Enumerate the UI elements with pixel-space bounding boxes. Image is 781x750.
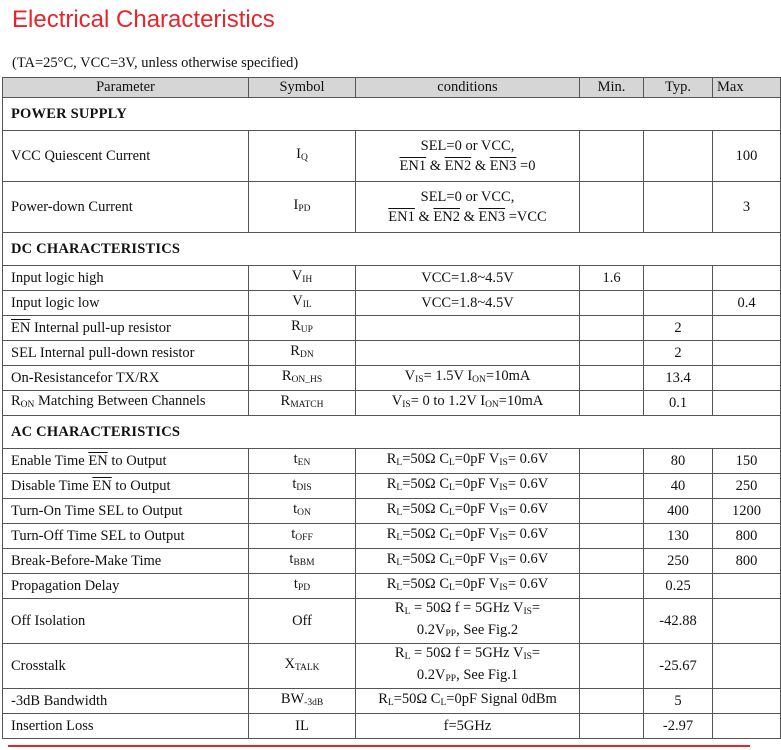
section-dc-characteristics: DC CHARACTERISTICS xyxy=(3,233,781,266)
max-cell xyxy=(713,391,781,416)
min-cell xyxy=(580,524,644,549)
condition-cell: VCC=1.8~4.5V xyxy=(356,291,580,316)
condition-cell: $R_L = 50\Omega$ f = 5GHz $V_{IS}=$ $0.2V_{PP}$, See Fig.1 xyxy=(356,644,580,689)
min-cell xyxy=(580,549,644,574)
symbol-cell: Off xyxy=(249,599,356,644)
typ-cell xyxy=(644,182,713,233)
min-cell: 1.6 xyxy=(580,266,644,291)
table-row xyxy=(3,644,781,689)
max-cell: 3 xyxy=(713,182,781,233)
max-cell: 1200 xyxy=(713,499,781,524)
param-cell: VCC Quiescent Current xyxy=(3,131,249,182)
max-cell xyxy=(713,689,781,714)
section-row xyxy=(3,233,781,266)
table-row xyxy=(3,341,781,366)
param-cell: Input logic low xyxy=(3,291,249,316)
table-row xyxy=(3,316,781,341)
table-viewport xyxy=(2,77,761,737)
condition-cell: $V_{IS}= 0$ to 1.2V $I_{ON}=10mA$ xyxy=(356,391,580,416)
param-cell: $\overline{EN}$ Internal pull-up resistor xyxy=(3,316,249,341)
min-cell xyxy=(580,574,644,599)
param-cell: Off Isolation xyxy=(3,599,249,644)
typ-cell xyxy=(644,131,713,182)
max-cell xyxy=(713,316,781,341)
section-power-supply: POWER SUPPLY xyxy=(3,98,781,131)
max-cell: 800 xyxy=(713,524,781,549)
typ-cell xyxy=(644,266,713,291)
table-row xyxy=(3,474,781,499)
condition-cell: $R_L=50\Omega$ $C_L=0pF$ Signal 0dBm xyxy=(356,689,580,714)
max-cell xyxy=(713,574,781,599)
symbol-cell: $I_Q$ xyxy=(249,131,356,182)
condition-cell xyxy=(356,316,580,341)
condition-cell: f=5GHz xyxy=(356,714,580,739)
max-cell: 250 xyxy=(713,474,781,499)
typ-cell xyxy=(644,291,713,316)
symbol-cell: $R_{UP}$ xyxy=(249,316,356,341)
param-cell: Enable Time $\overline{EN}$ to Output xyxy=(3,449,249,474)
table-row xyxy=(3,366,781,391)
typ-cell: 130 xyxy=(644,524,713,549)
param-cell: Turn-Off Time SEL to Output xyxy=(3,524,249,549)
max-cell xyxy=(713,341,781,366)
condition-cell: $R_L=50\Omega$ $C_L=0pF$ $V_{IS}= 0.6V$ xyxy=(356,549,580,574)
section-row xyxy=(3,416,781,449)
header-min: Min. xyxy=(580,78,644,98)
typ-cell: -42.88 xyxy=(644,599,713,644)
param-cell: $R_{ON}$ Matching Between Channels xyxy=(3,391,249,416)
min-cell xyxy=(580,316,644,341)
table-row xyxy=(3,449,781,474)
symbol-cell: $t_{BBM}$ xyxy=(249,549,356,574)
electrical-characteristics-table xyxy=(2,77,781,739)
min-cell xyxy=(580,341,644,366)
typ-cell: 400 xyxy=(644,499,713,524)
condition-cell: VCC=1.8~4.5V xyxy=(356,266,580,291)
condition-cell: $R_L=50\Omega$ $C_L=0pF$ $V_{IS}= 0.6V$ xyxy=(356,524,580,549)
max-cell: 150 xyxy=(713,449,781,474)
param-cell: Disable Time $\overline{EN}$ to Output xyxy=(3,474,249,499)
condition-cell: $R_L=50\Omega$ $C_L=0pF$ $V_{IS}= 0.6V$ xyxy=(356,499,580,524)
symbol-cell: $t_{DIS}$ xyxy=(249,474,356,499)
max-cell xyxy=(713,714,781,739)
page-title: Electrical Characteristics xyxy=(12,6,275,33)
param-cell: SEL Internal pull-down resistor xyxy=(3,341,249,366)
table-row xyxy=(3,391,781,416)
min-cell xyxy=(580,689,644,714)
condition-cell: SEL=0 or VCC, EN1 & EN2 & EN3 =VCC xyxy=(356,182,580,233)
param-cell: Input logic high xyxy=(3,266,249,291)
footer-rule xyxy=(8,745,750,747)
header-parameter: Parameter xyxy=(3,78,249,98)
symbol-cell: $V_{IH}$ xyxy=(249,266,356,291)
typ-cell: 0.25 xyxy=(644,574,713,599)
header-symbol: Symbol xyxy=(249,78,356,98)
typ-cell: -2.97 xyxy=(644,714,713,739)
conditions-note: (TA=25°C, VCC=3V, unless otherwise specified) xyxy=(12,55,299,71)
symbol-cell: $R_{ON\_HS}$ xyxy=(249,366,356,391)
table-row xyxy=(3,182,781,233)
param-cell: Crosstalk xyxy=(3,644,249,689)
header-max: Max xyxy=(713,78,781,98)
param-cell: Insertion Loss xyxy=(3,714,249,739)
max-cell xyxy=(713,266,781,291)
typ-cell: 5 xyxy=(644,689,713,714)
typ-cell: 40 xyxy=(644,474,713,499)
max-cell xyxy=(713,599,781,644)
max-cell: 100 xyxy=(713,131,781,182)
table-row xyxy=(3,549,781,574)
min-cell xyxy=(580,291,644,316)
param-cell: -3dB Bandwidth xyxy=(3,689,249,714)
condition-cell: $R_L = 50\Omega$ f = 5GHz $V_{IS}=$ $0.2V_{PP}$, See Fig.2 xyxy=(356,599,580,644)
header-typ: Typ. xyxy=(644,78,713,98)
min-cell xyxy=(580,449,644,474)
param-cell: Break-Before-Make Time xyxy=(3,549,249,574)
min-cell xyxy=(580,644,644,689)
param-cell: Power-down Current xyxy=(3,182,249,233)
table-header-row xyxy=(3,78,781,98)
condition-cell: $R_L=50\Omega$ $C_L=0pF$ $V_{IS}= 0.6V$ xyxy=(356,574,580,599)
condition-cell: $R_L=50\Omega$ $C_L=0pF$ $V_{IS}= 0.6V$ xyxy=(356,474,580,499)
typ-cell: 13.4 xyxy=(644,366,713,391)
min-cell xyxy=(580,366,644,391)
section-ac-characteristics: AC CHARACTERISTICS xyxy=(3,416,781,449)
typ-cell: 80 xyxy=(644,449,713,474)
param-cell: On-Resistancefor TX/RX xyxy=(3,366,249,391)
symbol-cell: $I_{PD}$ xyxy=(249,182,356,233)
table-row xyxy=(3,131,781,182)
symbol-cell: $X_{TALK}$ xyxy=(249,644,356,689)
table-row xyxy=(3,266,781,291)
min-cell xyxy=(580,131,644,182)
symbol-cell: $R_{MATCH}$ xyxy=(249,391,356,416)
symbol-cell: $t_{ON}$ xyxy=(249,499,356,524)
table-row xyxy=(3,499,781,524)
table-row xyxy=(3,689,781,714)
min-cell xyxy=(580,714,644,739)
symbol-cell: $t_{EN}$ xyxy=(249,449,356,474)
symbol-cell: $t_{OFF}$ xyxy=(249,524,356,549)
min-cell xyxy=(580,182,644,233)
table-row xyxy=(3,574,781,599)
section-row xyxy=(3,98,781,131)
param-cell: Turn-On Time SEL to Output xyxy=(3,499,249,524)
table-row xyxy=(3,599,781,644)
typ-cell: 0.1 xyxy=(644,391,713,416)
symbol-cell: $R_{DN}$ xyxy=(249,341,356,366)
symbol-cell: IL xyxy=(249,714,356,739)
table-row xyxy=(3,291,781,316)
typ-cell: 250 xyxy=(644,549,713,574)
min-cell xyxy=(580,474,644,499)
condition-cell: SEL=0 or VCC, EN1 & EN2 & EN3 =0 xyxy=(356,131,580,182)
condition-cell xyxy=(356,341,580,366)
max-cell xyxy=(713,366,781,391)
typ-cell: 2 xyxy=(644,341,713,366)
min-cell xyxy=(580,599,644,644)
max-cell: 0.4 xyxy=(713,291,781,316)
symbol-cell: $t_{PD}$ xyxy=(249,574,356,599)
table-row xyxy=(3,524,781,549)
table-row xyxy=(3,714,781,739)
condition-cell: $R_L=50\Omega$ $C_L=0pF$ $V_{IS}= 0.6V$ xyxy=(356,449,580,474)
typ-cell: 2 xyxy=(644,316,713,341)
max-cell xyxy=(713,644,781,689)
param-cell: Propagation Delay xyxy=(3,574,249,599)
min-cell xyxy=(580,391,644,416)
min-cell xyxy=(580,499,644,524)
max-cell: 800 xyxy=(713,549,781,574)
condition-cell: $V_{IS}= 1.5V$ $I_{ON}=10mA$ xyxy=(356,366,580,391)
symbol-cell: $BW_{-3dB}$ xyxy=(249,689,356,714)
symbol-cell: $V_{IL}$ xyxy=(249,291,356,316)
typ-cell: -25.67 xyxy=(644,644,713,689)
header-conditions: conditions xyxy=(356,78,580,98)
